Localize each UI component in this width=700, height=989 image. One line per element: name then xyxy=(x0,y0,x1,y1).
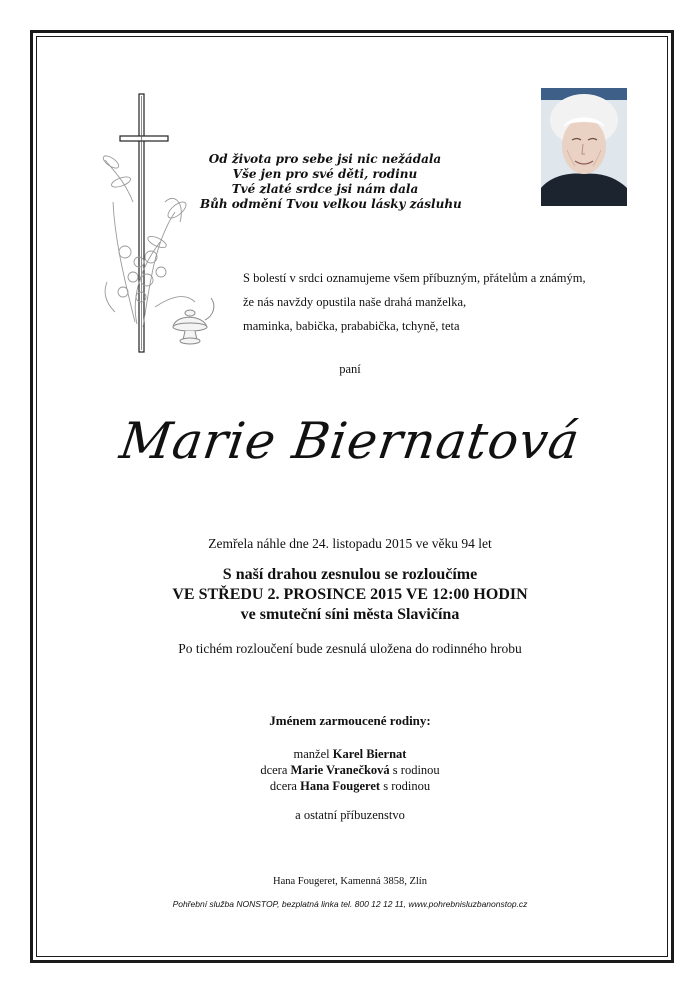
family-heading: Jménem zarmoucené rodiny: xyxy=(269,713,431,728)
cross-with-lilies-icon xyxy=(95,92,225,357)
family-relation: dcera xyxy=(269,779,297,793)
family-member xyxy=(0,762,700,778)
lily-flowers-icon xyxy=(101,154,195,327)
poem-line: Bůh odmění Tvou velkou lásky zásluhu xyxy=(200,197,462,211)
family-member xyxy=(0,778,700,794)
family-member-name: Karel Biernat xyxy=(332,747,407,761)
portrait-photo xyxy=(541,88,627,206)
funeral-service-footer: Pohřební služba NONSTOP, bezplatná linka tel. 800 12 12 11, www.pohrebnisluzbanonstop.cz xyxy=(172,899,528,909)
poem-line: Tvé zlaté srdce jsi nám dala xyxy=(231,182,419,196)
ceremony-info xyxy=(0,565,700,625)
family-list xyxy=(0,746,700,794)
ceremony-line: VE STŘEDU 2. PROSINCE 2015 VE 12:00 HODIN xyxy=(172,586,528,603)
family-relation: dcera xyxy=(260,763,288,777)
burial-note: Po tichém rozloučení bude zesnulá uložena do rodinného hrobu xyxy=(178,641,522,656)
ceremony-line: S naší drahou zesnulou se rozloučíme xyxy=(222,566,478,583)
family-member-name: Marie Vranečková xyxy=(290,763,390,777)
poem-line: Vše jen pro své děti, rodinu xyxy=(232,167,418,181)
announcement-line: maminka, babička, prababička, tchyně, teta xyxy=(243,319,460,333)
announcement-line: S bolestí v srdci oznamujeme všem příbuzným, přátelům a známým, xyxy=(243,271,586,285)
death-notice: Zemřela náhle dne 24. listopadu 2015 ve věku 94 let xyxy=(208,536,492,551)
other-relatives: a ostatní příbuzenstvo xyxy=(295,808,405,822)
oil-lamp-icon xyxy=(173,298,214,344)
poem-line: Od života pro sebe jsi nic nežádala xyxy=(208,152,442,166)
announcement xyxy=(243,266,643,338)
poem xyxy=(200,152,462,212)
honorific: paní xyxy=(339,362,361,376)
family-member xyxy=(0,746,700,762)
family-member-name: Hana Fougeret xyxy=(300,779,381,793)
ceremony-line: ve smuteční síni města Slavičína xyxy=(240,606,460,623)
family-suffix: s rodinou xyxy=(383,779,431,793)
cross-icon xyxy=(120,94,168,352)
deceased-name: Marie Biernatová xyxy=(116,412,584,470)
family-relation: manžel xyxy=(293,747,330,761)
announcement-line: že nás navždy opustila naše drahá manželka, xyxy=(243,295,467,309)
contact-address: Hana Fougeret, Kamenná 3858, Zlín xyxy=(273,876,427,887)
family-suffix: s rodinou xyxy=(392,763,440,777)
